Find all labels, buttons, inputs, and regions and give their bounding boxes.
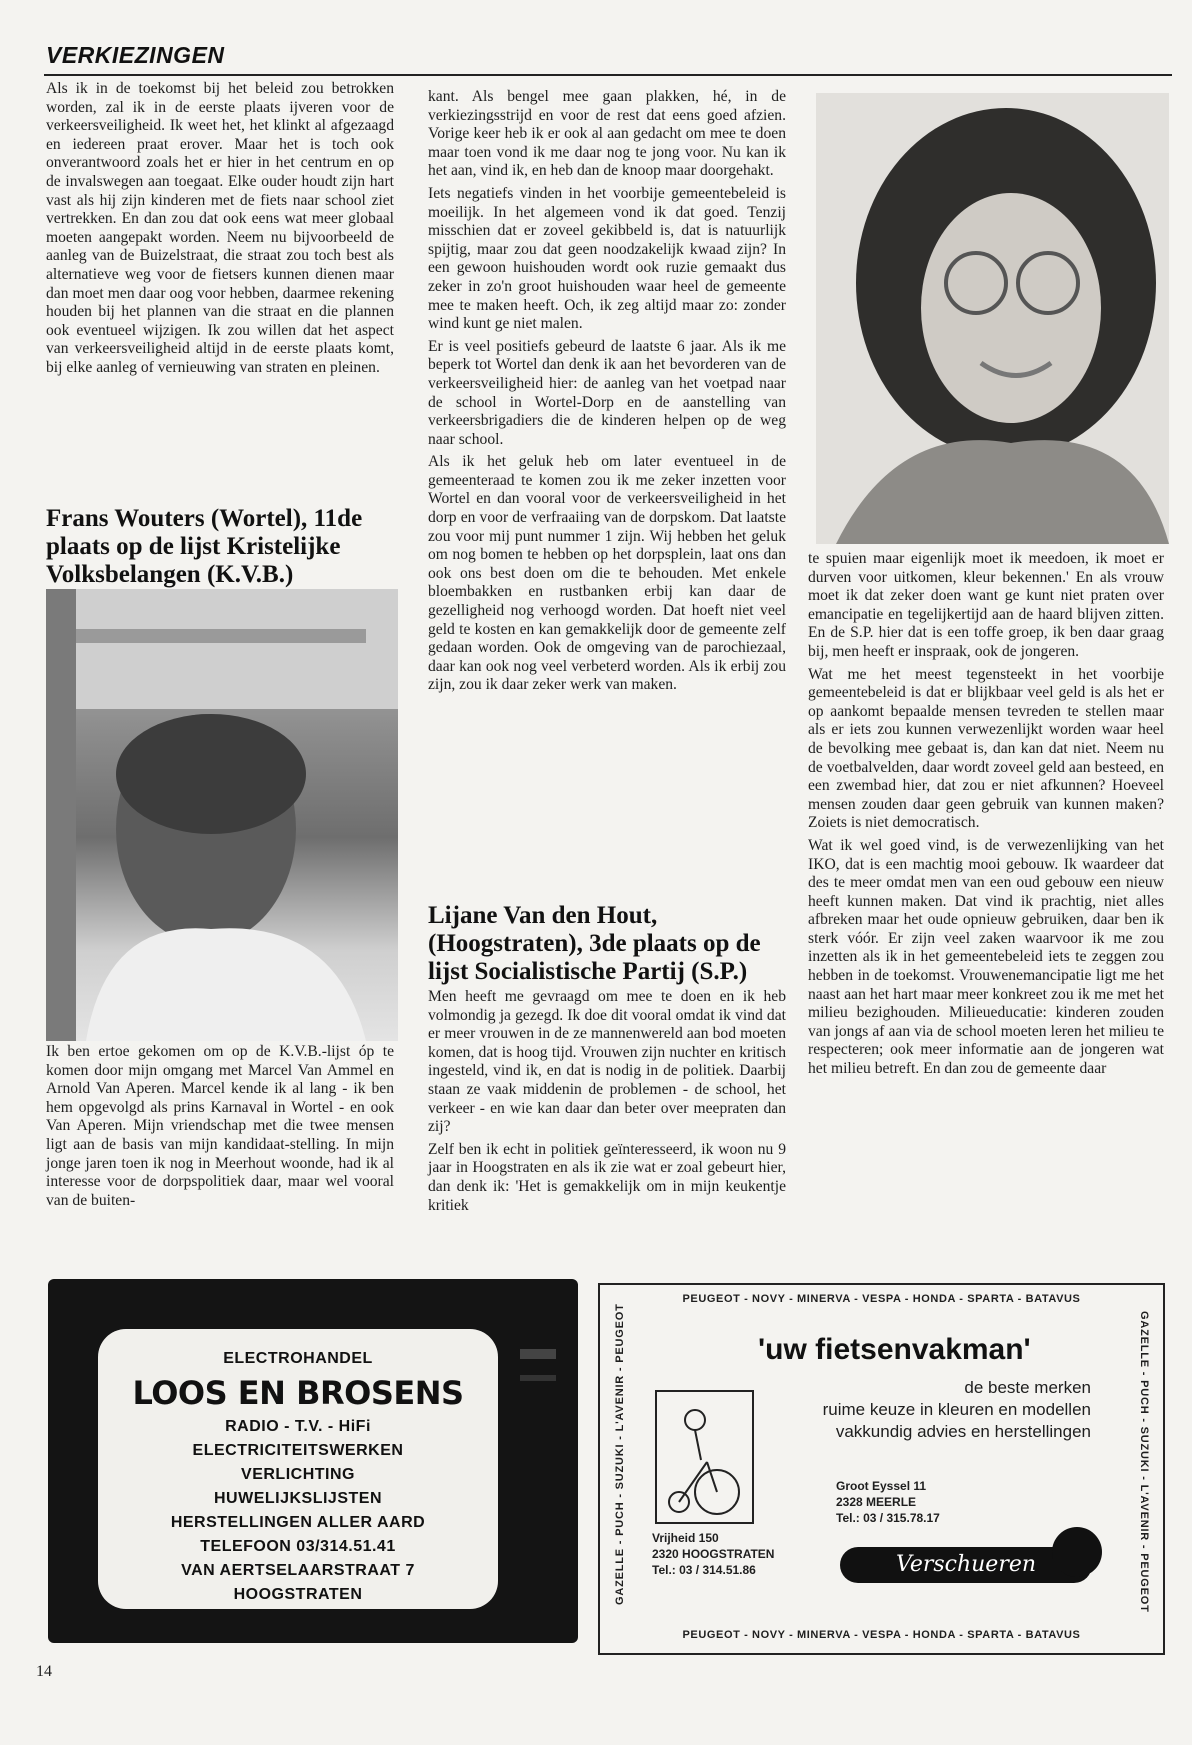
paragraph: Er is veel positiefs gebeurd de laatste 6 jaar. Als ik me beperk tot Wortel dan denk ik aan het bevorderen van de verkeersveiligheid hier: de aanleg van het voetpad naar de school in Wortel-Dorp en de aanstelling van verkeersbrigadiers die de kinderen helpen op de weg naar school.: [428, 337, 786, 448]
section-title: VERKIEZINGEN: [46, 42, 225, 68]
ad-address-meerle: [836, 1478, 940, 1526]
address-line: Groot Eyssel 11: [836, 1479, 927, 1493]
paragraph: Men heeft me gevraagd om mee te doen en ik heb volmondig ja gezegd. Ik doe dit vooral omdat ik vind dat er meer vrouwen in de ze mannenwereld aan bod moeten komen, dat is hoog tijd. Vrouwen zijn nuchter en kritisch ingesteld, vind ik, en dat is nodig in de politiek. Daarbij staan ze vaak middenin de problemen - de school, het verkeer - en wie kan daar dan beter over meepraten dan zij?: [428, 988, 786, 1136]
verschueren-logo: Verschueren: [840, 1547, 1092, 1583]
ad-line: VAN AERTSELAARSTRAAT 7: [181, 1562, 415, 1579]
ad-line: TELEFOON 03/314.51.41: [200, 1538, 396, 1555]
ad-line: HERSTELLINGEN ALLER AARD: [170, 1514, 426, 1531]
paragraph: Wat me het meest tegensteekt in het voorbije gemeentebeleid is dat er blijkbaar veel geld is als het er op aankomt bepaalde mensen tevreden te stellen maar als er iets zou kunnen verwezenlijkt worden waar heel de bevolking mee gebaat is, dan kan dat niet. Neem nu de voetbalvelden, daar wordt zoveel geld aan besteed, en een zwembad hier, dat zou er niet afkunnen? Hoeveel mensen zouden daar geen gebruik van kunnen maken? Zoiets is niet democratisch.: [808, 665, 1164, 832]
tv-controls: [518, 1319, 558, 1619]
ad-line: RADIO - T.V. - HiFi: [225, 1418, 371, 1435]
ad-tagline: 'uw fietsenvakman': [758, 1333, 1031, 1366]
paragraph: kant. Als bengel mee gaan plakken, hé, in de verkiezingsstrijd en voor de rest dat eens goed afzien. Vorige keer heb ik er ook al aan gedacht om mee te doen maar toen vond ik me daar nog te jong voor. Nu kan ik het aan, vind ik, en heb dan de knoop maar doorgehakt.: [428, 88, 786, 180]
tv-screen: [98, 1329, 498, 1609]
ad-line: ELECTROHANDEL: [223, 1350, 373, 1367]
candidate-heading-1: Frans Wouters (Wortel), 11de plaats op de lijst Kristelijke Volksbelangen (K.V.B.): [46, 505, 363, 588]
candidate-heading-2: Lijane Van den Hout, (Hoogstraten), 3de plaats op de lijst Socialistische Partij (S.P.): [428, 902, 761, 985]
paragraph: te spuien maar eigenlijk moet ik meedoen, ik moet er durven voor uitkomen, kleur bekennen.' En als vrouw moet ik dat zeker doen want ge kunt niet praten over emancipatie en tegelijkertijd aan de haard blijven zitten. En de S.P. hier dat is een toffe groep, ik ben daar graag bij, men heeft er inspraak, ook de jongeren.: [808, 550, 1164, 660]
ad-address-hoogstraten: [652, 1530, 774, 1578]
ad-brands-left: GAZELLE - PUCH - SUZUKI - L'AVENIR - PEUGEOT: [614, 1303, 626, 1605]
ad-brand: LOOS EN BROSENS: [132, 1374, 464, 1412]
page-number: 14: [36, 1663, 52, 1680]
column-2-bottom: [428, 988, 786, 1219]
ad-brands-right: GAZELLE - PUCH - SUZUKI - L'AVENIR - PEUGEOT: [1138, 1311, 1150, 1613]
paragraph: Iets negatiefs vinden in het voorbije gemeentebeleid is moeilijk. In het algemeen vond ik dat goed. Tenzij misschien dat er zoveel gekibbeld is, dat is natuurlijk spijtig, maar zou dat geen noodzakelijk kwaad zijn? In een gewoon huishouden wordt ook ruzie gemaakt dus zeker in zo'n groot huishouden waar heel de gemeente mee te maken heeft. Och, ik zeg altijd maar zo: zonder wind kunt ge niet malen.: [428, 184, 786, 333]
column-2: [428, 88, 786, 699]
bicycle-icon: [657, 1392, 752, 1522]
column-1-bottom: [46, 1043, 394, 1214]
ad-line: VERLICHTING: [241, 1466, 355, 1483]
ad-line: ELECTRICITEITSWERKEN: [192, 1442, 404, 1459]
paragraph: Ik ben ertoe gekomen om op de K.V.B.-lijst óp te komen door mijn omgang met Marcel Van Ammel en Arnold Van Aperen. Marcel kende ik al lang - ik ben hem opgevolgd als prins Karnaval in Wortel - en ook Van Aperen. Mijn vriendschap met die twee mensen ligt aan de basis van mijn kandidaat-stelling. In mijn jonge jaren toen ik nog in Meerhout woonde, had ik al interesse voor de dorpspolitiek daar, maar wel vooral van de buiten-: [46, 1043, 394, 1209]
ad-sub: de beste merken: [964, 1378, 1091, 1397]
photo-lijane-van-den-hout: [816, 93, 1169, 544]
paragraph: Als ik het geluk heb om later eventueel in de gemeenteraad te komen zou ik me zeker inzetten voor Wortel en dan vooral voor de verkeersveiligheid in het dorp en voor de verfraaiing van de dorpskom. Dat laatste zou voor mij punt nummer 1 zijn. Wij hebben het geluk om nog bomen te hebben op het dorpsplein, laat ons dan ook ons best doen om die te behouden. Met enkele bloembakken en rustbanken erbij kan daar de gezelligheid nog verhoogd worden. Dat hoeft niet veel geld te kosten en kan gemakkelijk door de gemeente zelf gedaan worden. Ook de omgeving van de parochiezaal, daar kan ook nog veel verbeterd worden. Als ik erbij zou zijn, zou ik daar zeker werk van maken.: [428, 453, 786, 694]
address-line: Tel.: 03 / 314.51.86: [652, 1563, 756, 1577]
ad-brands-bottom: PEUGEOT - NOVY - MINERVA - VESPA - HONDA - SPARTA - BATAVUS: [682, 1629, 1081, 1641]
photo-frans-wouters: [46, 589, 398, 1041]
ad-line: HUWELIJKSLIJSTEN: [213, 1490, 382, 1507]
paragraph: Wat ik wel goed vind, is de verwezenlijking van het IKO, dat is een machtig mooi gebouw. Ik waardeer dat des te meer omdat men van een oud gebouw een nieuw heeft kunnen maken. Dat vind ik prachtig, niet alles afbreken maar het oude opnieuw gebruiken, daar ben ik sterk vóór. Er zijn veel zaken waarvoor ik me zou inzetten als ik in het gemeentebeleid iets te zeggen zou hebben in de toekomst. Vrouwenemancipatie ligt me het naast aan het hart maar meer konkreet zou ik me met het milieu bezighouden. Milieueducatie: kinderen zouden van jongs af aan via de school moeten leren het milieu te respecteren; ook meer informatie aan de jongeren wat het milieu betreft. En dan zou de gemeente daar: [808, 836, 1164, 1078]
column-1: [46, 80, 394, 382]
cyclist-illustration: [655, 1390, 754, 1524]
portrait-woman-illustration: [816, 93, 1169, 544]
column-3: [808, 550, 1164, 1083]
portrait-man-illustration: [46, 589, 398, 1041]
header-rule: [44, 74, 1172, 76]
ad-sub: vakkundig advies en herstellingen: [835, 1422, 1091, 1441]
ad-line: HOOGSTRATEN: [233, 1586, 363, 1603]
address-line: 2320 HOOGSTRATEN: [652, 1547, 775, 1561]
paragraph: Zelf ben ik echt in politiek geïnteresseerd, ik woon nu 9 jaar in Hoogstraten en als ik zie wat er zoal gebeurt hier, dan denk ik: 'Het is gemakkelijk om in mijn keukentje kritiek: [428, 1140, 786, 1214]
address-line: 2328 MEERLE: [836, 1495, 917, 1509]
ad-verschueren: [598, 1283, 1165, 1655]
wheel-logo-icon: [1052, 1527, 1102, 1577]
address-line: Tel.: 03 / 315.78.17: [836, 1511, 940, 1525]
ad-brands-top: PEUGEOT - NOVY - MINERVA - VESPA - HONDA - SPARTA - BATAVUS: [682, 1293, 1081, 1305]
address-line: Vrijheid 150: [652, 1531, 719, 1545]
paragraph: Als ik in de toekomst bij het beleid zou betrokken worden, zal ik in de eerste plaats ijveren voor de verkeersveiligheid. Ik weet het, het klinkt al afgezaagd en iedereen praat erover. Maar het is toch ook onverantwoord zoals het er hier in het centrum en op de invalswegen aan toegaat. Elke ouder houdt zijn hart vast als hij zijn kinderen met de fiets naar school ziet vertrekken. En dan zou dat ook eens wat meer globaal moeten aangepakt worden. Neem nu bijvoorbeeld de aanleg van de Buizelstraat, die straat zou toch best als alternatieve weg voor de fietsers kunnen dienen maar dan moet men daar oog voor hebben, daarmee rekening houden bij het plannen van die straat en die plannen ook eventueel wijzigen. Ik zou willen dat het aspect van verkeersveiligheid altijd in de eerste plaats komt, bij elke aanleg of vernieuwing van straten en pleinen.: [46, 80, 394, 376]
ad-sub: ruime keuze in kleuren en modellen: [822, 1400, 1091, 1419]
ad-loos-en-brosens: [48, 1279, 578, 1643]
